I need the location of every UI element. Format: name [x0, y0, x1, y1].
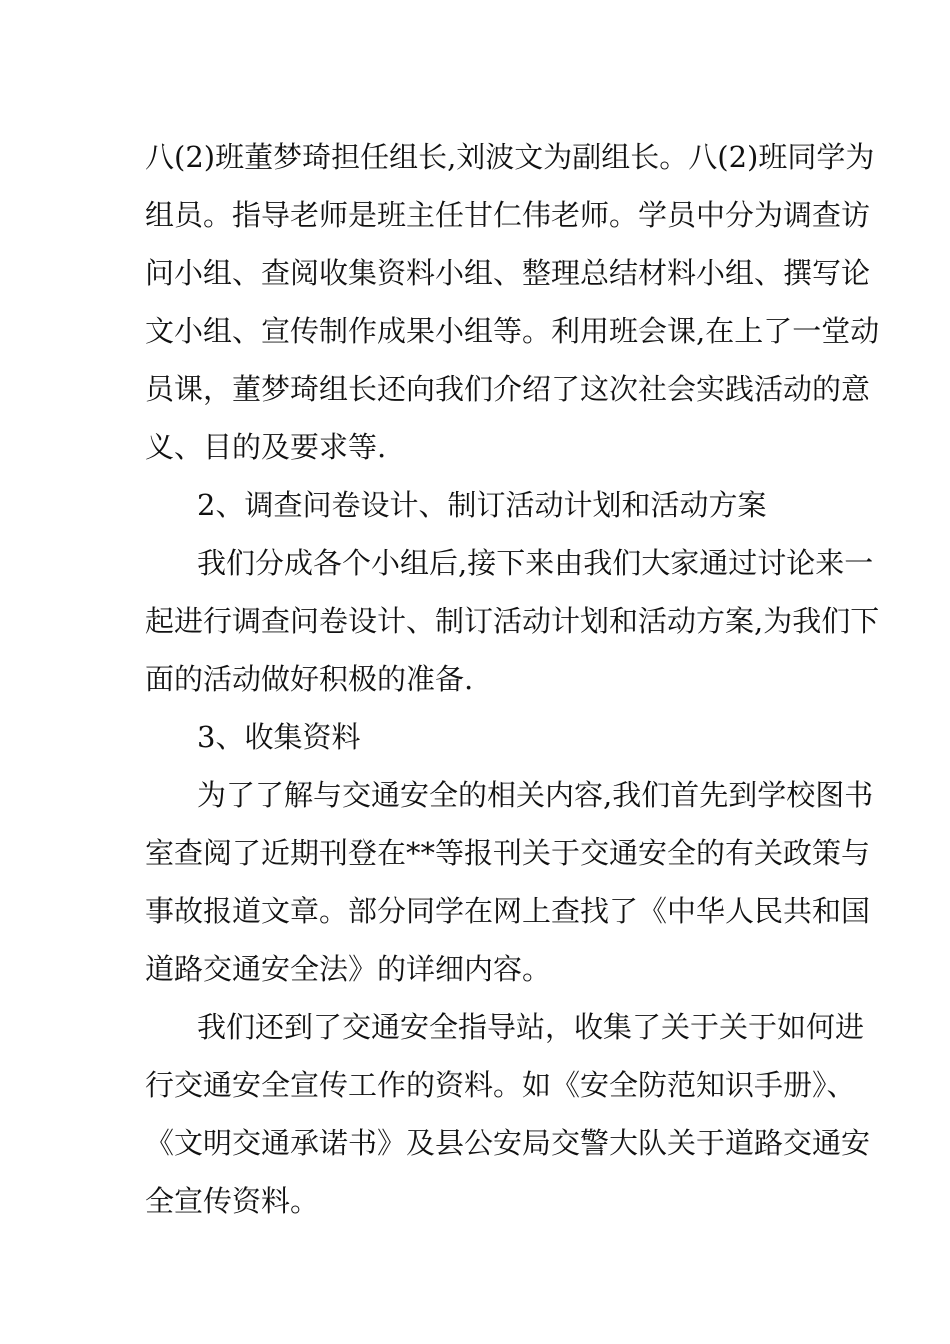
paragraph-line: 义、目的及要求等.	[145, 430, 387, 464]
paragraph-line: 员课，董梦琦组长还向我们介绍了这次社会实践活动的意	[145, 372, 871, 406]
paragraph-line: 行交通安全宣传工作的资料。如《安全防范知识手册》、	[145, 1068, 856, 1102]
paragraph-line: 组员。指导老师是班主任甘仁伟老师。学员中分为调查访	[145, 198, 871, 232]
paragraph-line: 八(2)班董梦琦担任组长,刘波文为副组长。八(2)班同学为	[145, 140, 875, 174]
paragraph-line: 问小组、查阅收集资料小组、整理总结材料小组、撰写论	[145, 256, 871, 290]
paragraph-line: 全宣传资料。	[145, 1184, 320, 1218]
paragraph-line: 室查阅了近期刊登在**等报刊关于交通安全的有关政策与	[145, 836, 871, 870]
section-heading: 2、调查问卷设计、制订活动计划和活动方案	[197, 488, 767, 522]
paragraph-line: 我们还到了交通安全指导站，收集了关于关于如何进	[197, 1010, 865, 1044]
paragraph-line: 《文明交通承诺书》及县公安局交警大队关于道路交通安	[145, 1126, 871, 1160]
paragraph-line: 文小组、宣传制作成果小组等。利用班会课,在上了一堂动	[145, 314, 880, 348]
paragraph-line: 事故报道文章。部分同学在网上查找了《中华人民共和国	[145, 894, 871, 928]
paragraph-line: 面的活动做好积极的准备.	[145, 662, 474, 696]
paragraph-line: 起进行调查问卷设计、制订活动计划和活动方案,为我们下	[145, 604, 880, 638]
paragraph-line: 为了了解与交通安全的相关内容,我们首先到学校图书	[197, 778, 874, 812]
paragraph-line: 我们分成各个小组后,接下来由我们大家通过讨论来一	[197, 546, 874, 580]
paragraph-line: 道路交通安全法》的详细内容。	[145, 952, 552, 986]
section-heading: 3、收集资料	[197, 720, 361, 754]
